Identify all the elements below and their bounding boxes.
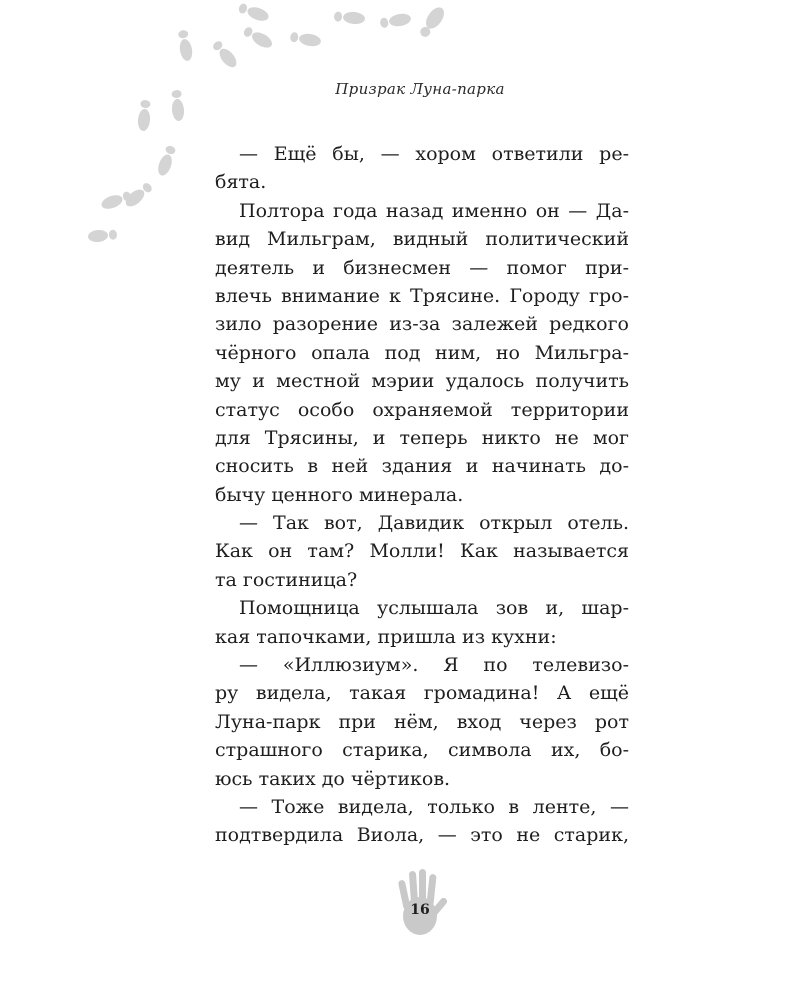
text-line: сносить в ней здания и начинать до- <box>215 455 629 478</box>
text-line: бычу ценного минерала. <box>215 483 464 506</box>
footprint <box>334 10 366 25</box>
footprint <box>137 100 152 132</box>
text-line: юсь таких до чёртиков. <box>215 767 451 790</box>
page-number: 16 <box>410 902 430 918</box>
text-line: та гостиница? <box>215 568 358 591</box>
text-line: деятель и бизнесмен — помог при- <box>215 256 629 279</box>
text-line: страшного старика, символа их, бо- <box>215 739 629 762</box>
footprint <box>379 12 412 29</box>
footprint <box>211 39 240 70</box>
body-text <box>215 140 629 850</box>
footprint <box>177 29 194 62</box>
text-line: кая тапочками, пришла из кухни: <box>215 625 557 648</box>
text-line: Помощница услышала зов и, шар- <box>239 597 629 620</box>
footprint <box>237 2 270 24</box>
footprint <box>123 181 154 210</box>
text-line: статус особо охраняемой территории <box>215 398 629 421</box>
text-line: вид Мильграм, видный политический <box>215 228 629 251</box>
text-line: для Трясины, и теперь никто не мог <box>215 426 629 449</box>
text-line: чёрного опала под ним, но Мильгра- <box>215 341 629 364</box>
footprint <box>417 4 448 40</box>
footprint <box>242 25 275 51</box>
text-line: — «Иллюзиум». Я по телевизо- <box>239 654 629 677</box>
footprint <box>88 228 118 242</box>
text-line: му и местной мэрии удалось получить <box>215 370 629 393</box>
text-line: Луна-парк при нём, вход через рот <box>215 710 629 733</box>
text-line: — Тоже видела, только в ленте, — <box>239 795 629 818</box>
footprint <box>289 31 322 48</box>
text-line: — Ещё бы, — хором ответили ре- <box>239 143 629 165</box>
text-line: — Так вот, Давидик открыл отель. <box>239 512 629 535</box>
text-line: зило разорение из-за залежей редкого <box>215 313 629 336</box>
text-line: Полтора года назад именно он — Да- <box>239 199 629 222</box>
footprint <box>156 144 178 177</box>
text-line: Как он там? Молли! Как называется <box>215 540 629 563</box>
text-line: ру видела, такая громадина! А ещё <box>215 682 629 705</box>
running-head-title: Призрак Луна-парка <box>335 80 505 98</box>
text-line: подтвердила Виола, — это не старик, <box>215 824 629 847</box>
text-line: влечь внимание к Трясине. Городу гро- <box>215 284 629 307</box>
footprint <box>100 190 133 212</box>
text-line: бята. <box>215 171 267 194</box>
